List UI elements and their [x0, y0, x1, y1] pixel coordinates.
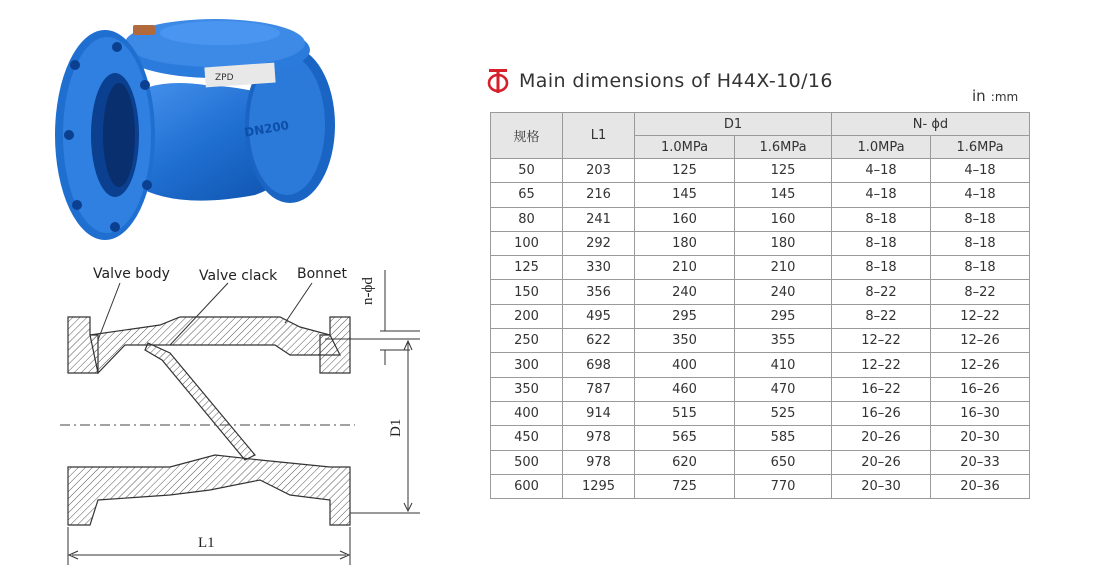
- table-cell: 125: [735, 159, 832, 183]
- bonnet-plate-text: ZPD: [215, 73, 234, 83]
- table-cell: 216: [563, 183, 635, 207]
- table-cell: 8–18: [832, 207, 931, 231]
- table-row: [491, 329, 1030, 353]
- table-cell: 8–22: [931, 280, 1030, 304]
- table-cell: 4–18: [931, 159, 1030, 183]
- table-cell: 770: [735, 474, 832, 498]
- table-cell: 4–18: [832, 183, 931, 207]
- table-cell: 355: [735, 329, 832, 353]
- header-spec: 规格: [491, 113, 563, 159]
- table-cell: 100: [491, 231, 563, 255]
- table-row: [491, 377, 1030, 401]
- table-cell: 8–18: [931, 207, 1030, 231]
- table-row: [491, 207, 1030, 231]
- table-cell: 350: [635, 329, 735, 353]
- table-cell: 495: [563, 304, 635, 328]
- table-row: [491, 304, 1030, 328]
- table-cell: 8–18: [832, 256, 931, 280]
- header-nd-16: 1.6MPa: [931, 136, 1030, 159]
- table-cell: 20–26: [832, 426, 931, 450]
- valve-body-label: Valve body: [93, 266, 170, 282]
- table-cell: 12–26: [931, 353, 1030, 377]
- table-cell: 240: [735, 280, 832, 304]
- table-cell: 725: [635, 474, 735, 498]
- table-cell: 525: [735, 401, 832, 425]
- d1-dimension-label: D1: [388, 418, 404, 437]
- table-cell: 400: [491, 401, 563, 425]
- table-cell: 978: [563, 426, 635, 450]
- table-cell: 210: [735, 256, 832, 280]
- table-cell: 12–22: [832, 329, 931, 353]
- table-cell: 565: [635, 426, 735, 450]
- table-cell: 1295: [563, 474, 635, 498]
- table-cell: 125: [635, 159, 735, 183]
- table-cell: 20–30: [832, 474, 931, 498]
- table-cell: 620: [635, 450, 735, 474]
- table-cell: 500: [491, 450, 563, 474]
- table-cell: 50: [491, 159, 563, 183]
- table-cell: 210: [635, 256, 735, 280]
- table-cell: 295: [735, 304, 832, 328]
- table-cell: 250: [491, 329, 563, 353]
- table-cell: 12–22: [832, 353, 931, 377]
- bonnet-label: Bonnet: [297, 266, 348, 282]
- unit-note: [972, 86, 1018, 105]
- table-cell: 410: [735, 353, 832, 377]
- table-cell: 20–26: [832, 450, 931, 474]
- table-row: [491, 183, 1030, 207]
- table-row: [491, 450, 1030, 474]
- table-cell: 698: [563, 353, 635, 377]
- table-cell: 12–22: [931, 304, 1030, 328]
- table-cell: 585: [735, 426, 832, 450]
- table-cell: 330: [563, 256, 635, 280]
- table-cell: 160: [635, 207, 735, 231]
- table-cell: 350: [491, 377, 563, 401]
- table-cell: 16–22: [832, 377, 931, 401]
- table-cell: 978: [563, 450, 635, 474]
- table-cell: 180: [635, 231, 735, 255]
- table-cell: 203: [563, 159, 635, 183]
- table-cell: 20–36: [931, 474, 1030, 498]
- table-row: [491, 256, 1030, 280]
- header-n-d: N- ϕd: [832, 113, 1030, 136]
- table-cell: 125: [491, 256, 563, 280]
- table-cell: 4–18: [832, 159, 931, 183]
- dimensions-table: [490, 112, 1030, 499]
- table-cell: 145: [735, 183, 832, 207]
- valve-photo: [55, 5, 345, 250]
- table-cell: 16–30: [931, 401, 1030, 425]
- table-cell: 622: [563, 329, 635, 353]
- table-cell: 145: [635, 183, 735, 207]
- header-d1-10: 1.0MPa: [635, 136, 735, 159]
- section-title: [487, 66, 833, 96]
- header-d1-16: 1.6MPa: [735, 136, 832, 159]
- table-cell: 515: [635, 401, 735, 425]
- table-row: [491, 353, 1030, 377]
- table-cell: 150: [491, 280, 563, 304]
- table-cell: 292: [563, 231, 635, 255]
- table-row: [491, 426, 1030, 450]
- table-cell: 8–18: [931, 231, 1030, 255]
- table-cell: 400: [635, 353, 735, 377]
- bolt-dimension-label: n-ϕd: [360, 277, 376, 305]
- table-cell: 8–18: [832, 231, 931, 255]
- table-row: [491, 474, 1030, 498]
- table-row: [491, 280, 1030, 304]
- casting-text: DN200: [243, 118, 291, 140]
- page-title: Main dimensions of H44X-10/16: [519, 70, 833, 92]
- table-row: [491, 159, 1030, 183]
- table-cell: 20–33: [931, 450, 1030, 474]
- table-cell: 8–22: [832, 304, 931, 328]
- table-cell: 241: [563, 207, 635, 231]
- table-cell: 4–18: [931, 183, 1030, 207]
- table-cell: 200: [491, 304, 563, 328]
- table-cell: 450: [491, 426, 563, 450]
- table-cell: 180: [735, 231, 832, 255]
- table-cell: 80: [491, 207, 563, 231]
- unit-prefix: in: [972, 87, 986, 105]
- table-cell: 295: [635, 304, 735, 328]
- table-cell: 12–26: [931, 329, 1030, 353]
- header-l1: L1: [563, 113, 635, 159]
- table-cell: 8–18: [931, 256, 1030, 280]
- table-cell: 65: [491, 183, 563, 207]
- table-row: [491, 401, 1030, 425]
- table-cell: 460: [635, 377, 735, 401]
- table-cell: 356: [563, 280, 635, 304]
- table-cell: 914: [563, 401, 635, 425]
- table-cell: 600: [491, 474, 563, 498]
- table-cell: 16–26: [832, 401, 931, 425]
- table-cell: 787: [563, 377, 635, 401]
- table-cell: 240: [635, 280, 735, 304]
- table-cell: 16–26: [931, 377, 1030, 401]
- table-cell: 300: [491, 353, 563, 377]
- table-cell: 650: [735, 450, 832, 474]
- valve-clack-label: Valve clack: [199, 268, 278, 284]
- l1-dimension-label: L1: [198, 535, 215, 551]
- table-cell: 470: [735, 377, 832, 401]
- table-row: [491, 231, 1030, 255]
- header-nd-10: 1.0MPa: [832, 136, 931, 159]
- table-cell: 20–30: [931, 426, 1030, 450]
- table-cell: 160: [735, 207, 832, 231]
- table-cell: 8–22: [832, 280, 931, 304]
- unit-suffix: :mm: [990, 90, 1019, 104]
- valve-symbol-icon: [487, 68, 509, 94]
- header-d1: D1: [635, 113, 832, 136]
